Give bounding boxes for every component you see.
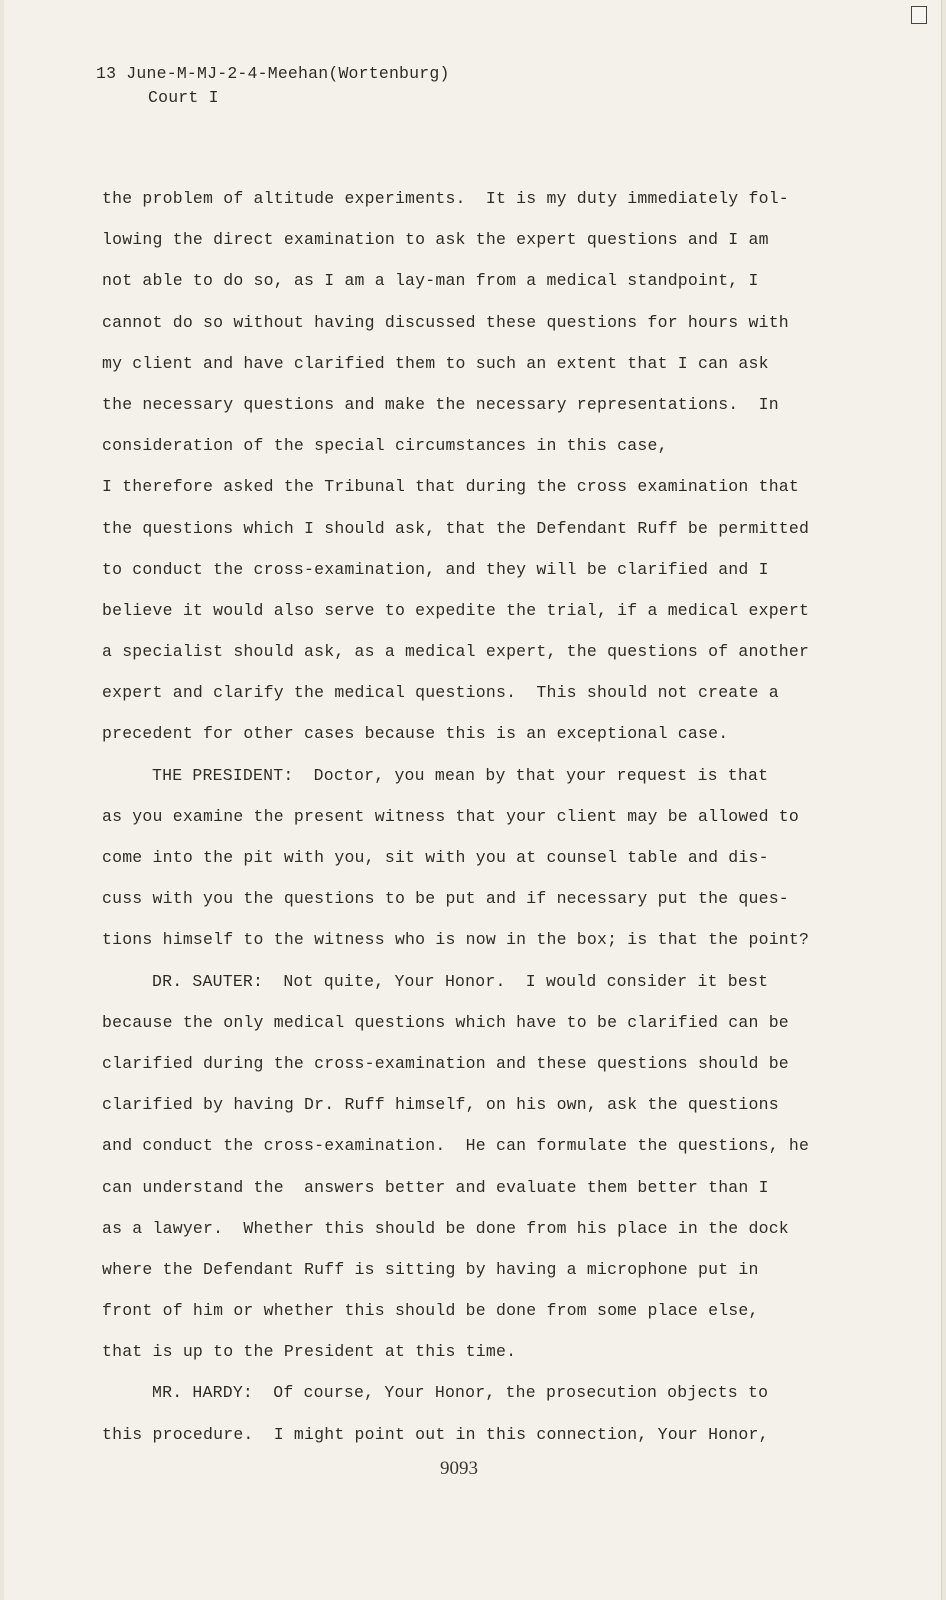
transcript-line: cuss with you the questions to be put and if necessary put the ques-: [102, 889, 789, 909]
transcript-line: believe it would also serve to expedite the trial, if a medical expert: [102, 600, 810, 620]
transcript-line: and conduct the cross-examination. He can formulate the questions, he: [102, 1136, 810, 1156]
transcript-line: this procedure. I might point out in this connection, Your Honor,: [102, 1424, 769, 1444]
transcript-line: front of him or whether this should be done from some place else,: [102, 1301, 759, 1321]
transcript-line: clarified during the cross-examination and these questions should be: [102, 1053, 789, 1073]
transcript-line: that is up to the President at this time.: [102, 1342, 517, 1362]
transcript-line: consideration of the special circumstances in this case,: [102, 436, 668, 456]
corner-tab-mark: [911, 6, 927, 24]
transcript-line: precedent for other cases because this is an exceptional case.: [102, 724, 729, 744]
transcript-line: the questions which I should ask, that the Defendant Ruff be permitted: [102, 518, 810, 538]
transcript-line: to conduct the cross-examination, and they will be clarified and I: [102, 559, 769, 579]
transcript-line: lowing the direct examination to ask the expert questions and I am: [102, 230, 769, 250]
transcript-line: the problem of altitude experiments. It is my duty immediately fol-: [102, 189, 789, 208]
speaker-line-president: THE PRESIDENT: Doctor, you mean by that your request is that: [152, 765, 769, 785]
transcript-line: clarified by having Dr. Ruff himself, on his own, ask the questions: [102, 1095, 779, 1115]
transcript-line: can understand the answers better and evaluate them better than I: [102, 1177, 769, 1197]
transcript-line: tions himself to the witness who is now in the box; is that the point?: [102, 930, 810, 950]
transcript-line: the necessary questions and make the necessary representations. In: [102, 394, 779, 414]
transcript-line: cannot do so without having discussed these questions for hours with: [102, 312, 789, 332]
speaker-line-sauter: DR. SAUTER: Not quite, Your Honor. I would consider it best: [152, 971, 769, 991]
transcript-line: my client and have clarified them to such an extent that I can ask: [102, 353, 769, 373]
transcript-line: where the Defendant Ruff is sitting by having a microphone put in: [102, 1259, 759, 1279]
transcript-line: as a lawyer. Whether this should be done from his place in the dock: [102, 1218, 789, 1238]
header-reference-line: 13 June-M-MJ-2-4-Meehan(Wortenburg): [96, 64, 450, 83]
speaker-line-hardy: MR. HARDY: Of course, Your Honor, the prosecution objects to: [152, 1383, 769, 1403]
transcript-line: because the only medical questions which have to be clarified can be: [102, 1012, 789, 1032]
header-court-line: Court I: [148, 88, 219, 107]
document-header: [96, 62, 450, 110]
transcript-line: I therefore asked the Tribunal that during the cross examination that: [102, 477, 800, 497]
transcript-line: a specialist should ask, as a medical expert, the questions of another: [102, 642, 810, 662]
transcript-line: come into the pit with you, sit with you at counsel table and dis-: [102, 848, 769, 867]
document-page: [4, 0, 942, 1600]
transcript-line: expert and clarify the medical questions. This should not create a: [102, 683, 779, 703]
transcript-line: not able to do so, as I am a lay-man from a medical standpoint, I: [102, 271, 759, 291]
transcript-body: [102, 178, 822, 1455]
page-number: 9093: [440, 1458, 478, 1479]
transcript-line: as you examine the present witness that your client may be allowed to: [102, 806, 800, 826]
